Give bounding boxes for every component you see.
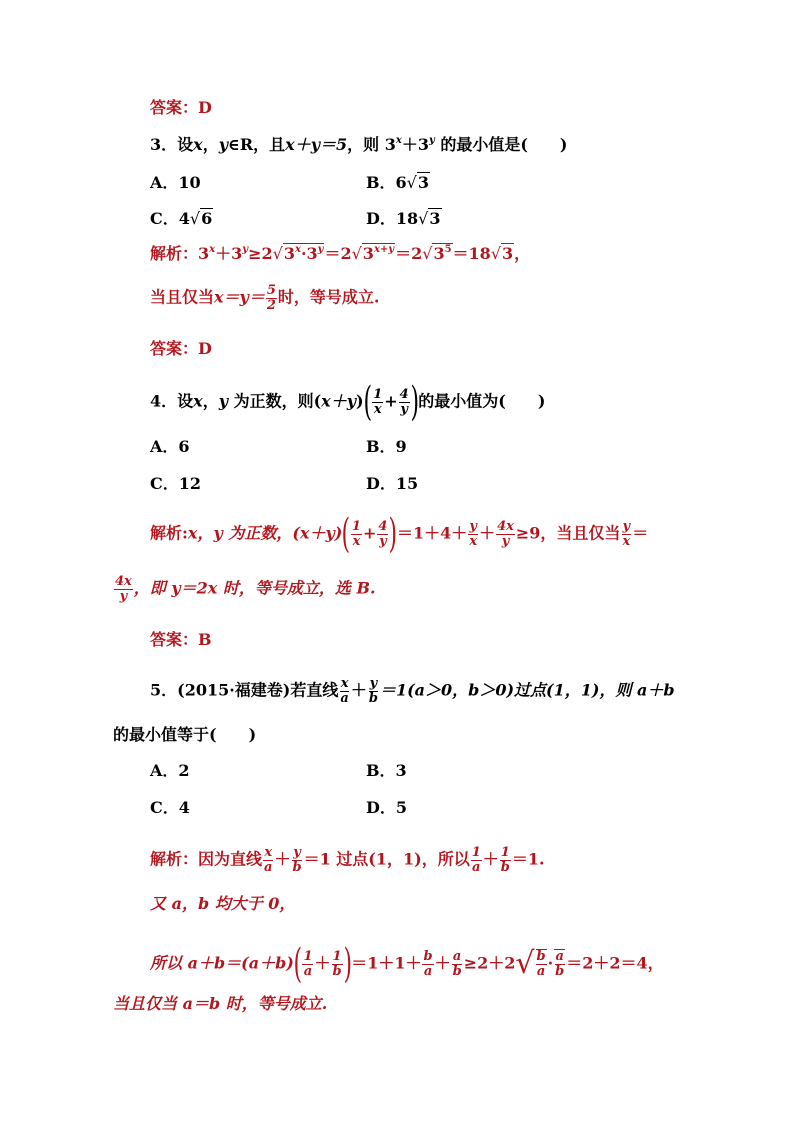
numerator: b	[423, 948, 433, 964]
denominator: y	[501, 533, 510, 549]
q4-solution: 解析:x，y 为正数，(x＋y)( $\frac{1}{x}$ + $\frac{4}{y}$ )＝1＋4＋ $\frac{y}{x}$ ＋ $\frac{4x}{y}$ ≥9，当且仅当 $\frac{y}{x}$ ＝	[150, 511, 649, 557]
q3-stem-text: 的最小值是( )	[434, 135, 568, 154]
denominator: x	[352, 533, 361, 549]
q3-stem-text: ，	[202, 135, 219, 154]
numerator: 1	[303, 948, 313, 964]
fraction	[468, 520, 478, 548]
q4-stem-text: x＋y	[321, 391, 356, 411]
fraction	[536, 949, 547, 978]
answer-label: 答案：	[150, 630, 199, 649]
q3-stem-text: ＋3	[401, 135, 429, 154]
math: ≥2	[248, 244, 273, 263]
answer-value: D	[198, 98, 212, 117]
numerator: 1	[471, 845, 481, 860]
denominator: x	[469, 533, 478, 549]
numerator: y	[622, 518, 631, 534]
numerator: b	[536, 949, 546, 965]
denominator: a	[423, 963, 433, 979]
option-text: A．10	[150, 173, 201, 192]
fraction	[554, 949, 565, 978]
sqrt: √3	[406, 173, 430, 192]
sqrt: √3	[490, 244, 514, 263]
numerator: 4	[399, 386, 409, 402]
q3-option-b	[366, 175, 430, 191]
denominator: b	[332, 963, 342, 979]
q4-stem-text: 为正数，则(	[228, 391, 322, 411]
numerator: y	[369, 676, 378, 691]
option-text: D．18	[366, 209, 419, 228]
q5-stem-text: ＋	[350, 680, 367, 700]
math: ＋	[274, 849, 291, 869]
q3-stem-text: y	[218, 135, 228, 154]
math: 当且仅当 a＝b 时，等号成立.	[113, 994, 328, 1013]
numerator: 5	[266, 283, 276, 298]
option-text: D．15	[366, 474, 419, 493]
math: ＝1＋4＋	[397, 523, 468, 543]
radicand: 5	[444, 244, 452, 255]
radicand: 3	[417, 173, 430, 192]
sqrt: √6	[189, 209, 213, 228]
answer-label: 答案：	[150, 98, 199, 117]
q5-option-c	[150, 800, 190, 816]
math: ＝2	[324, 244, 352, 263]
q3-answer	[150, 341, 212, 357]
radicand: y	[317, 244, 324, 255]
numerator: 1	[500, 845, 510, 860]
q3-stem-text: ∈R，且	[228, 135, 286, 154]
fraction	[351, 520, 362, 548]
math: ≥9，当且仅当	[515, 523, 621, 543]
numerator: 1	[351, 518, 361, 534]
radicand: 3	[429, 209, 441, 228]
fraction	[496, 520, 515, 548]
q3-solution	[150, 246, 530, 262]
math: x，y 为正数，(x＋y)	[187, 523, 343, 543]
sqrt: $√3^{x+y}$	[351, 244, 395, 263]
math: ·	[547, 953, 554, 973]
fraction	[266, 284, 277, 312]
denominator: a	[303, 963, 313, 979]
numerator: 4x	[497, 518, 514, 534]
q3-stem-text: ，则 3	[347, 135, 396, 154]
math: x	[209, 244, 216, 255]
answer-value: D	[198, 339, 212, 358]
q5-stem-text: ＝1(a＞0，b＞0)过点(1，1)，则 a＋b	[379, 680, 675, 700]
denominator: y	[119, 588, 128, 604]
radicand: ·3	[300, 244, 318, 263]
math: ＋3	[215, 244, 243, 263]
q4-stem-text: +	[384, 391, 398, 411]
fraction	[302, 950, 313, 978]
numerator: 4	[378, 518, 388, 534]
math: ≥2＋2	[463, 953, 516, 973]
condition-text: x＝y＝	[214, 287, 265, 307]
option-text: D．5	[366, 798, 408, 817]
radicand: 3	[283, 244, 295, 263]
math: ＋	[314, 953, 331, 973]
denominator: a	[536, 964, 546, 979]
radicand: 3	[502, 244, 514, 263]
numerator: a	[452, 948, 462, 964]
option-text: C．12	[150, 474, 202, 493]
fraction	[339, 677, 349, 705]
math: ＝	[632, 523, 649, 543]
q4-stem-text: x	[193, 391, 203, 411]
q3-condition	[150, 284, 379, 312]
numerator: 1	[332, 948, 342, 964]
q4-stem-text: ，	[202, 391, 219, 411]
numerator: x	[264, 845, 273, 860]
q4-stem-text: 的最小值为( )	[418, 391, 546, 411]
radicand: 3	[362, 244, 374, 263]
denominator: y	[400, 401, 408, 417]
denominator: b	[292, 859, 302, 875]
fraction	[399, 388, 410, 416]
fraction	[291, 846, 302, 874]
q4-stem-text: y	[218, 391, 228, 411]
radicand: 6	[201, 209, 213, 228]
option-text: A．6	[150, 437, 190, 456]
math: y	[242, 244, 249, 255]
fraction	[471, 846, 482, 874]
fraction	[422, 950, 433, 978]
q4-option-c	[150, 476, 201, 492]
radicand: x	[294, 244, 301, 255]
numerator: y	[293, 845, 301, 860]
fraction	[621, 520, 631, 548]
answer-value: B	[198, 630, 212, 649]
math: ＋	[479, 523, 496, 543]
q3-option-c	[150, 211, 213, 227]
q5-option-b	[366, 763, 407, 779]
q3-stem-text: 3．设	[150, 135, 194, 154]
q3-option-a	[150, 175, 201, 191]
numerator: x	[340, 676, 349, 691]
q4-stem: 4．设x，y 为正数，则(x＋y)( $\frac{1}{x}$ + $\frac{4}{y}$ )的最小值为( )	[150, 379, 546, 425]
solution-label: 解析:	[150, 523, 188, 543]
q3-stem-text: y	[428, 135, 435, 146]
denominator: 2	[266, 297, 276, 313]
solution-label: 解析：	[150, 849, 199, 869]
fraction	[114, 575, 133, 603]
math: 所以 a＋b＝(a＋b)	[150, 953, 294, 973]
numerator: a	[555, 949, 564, 965]
fraction	[372, 388, 383, 416]
fraction	[263, 846, 273, 874]
option-text: B．6	[366, 173, 407, 192]
q4-option-b	[366, 439, 407, 455]
q5-stem-text: 5．(2015·福建卷)若直线	[150, 680, 339, 700]
numerator: 1	[373, 386, 383, 402]
denominator: a	[264, 859, 273, 875]
math: ＋	[434, 953, 451, 973]
option-text: C．4	[150, 209, 190, 228]
option-text: A．2	[150, 761, 190, 780]
solution-label: 解析：	[150, 244, 199, 263]
q4-stem-text: )	[356, 391, 364, 411]
q3-stem-text: x＋y＝5	[285, 135, 348, 154]
q5-option-a	[150, 763, 190, 779]
denominator: b	[555, 964, 565, 979]
fraction	[452, 950, 463, 978]
q4-answer	[150, 632, 212, 648]
math: ＝1 过点(1，1)，所以	[303, 849, 470, 869]
condition-text: 当且仅当	[150, 287, 215, 307]
q5-solution-line4	[113, 996, 327, 1012]
math: ＝2	[395, 244, 423, 263]
radicand: 3	[433, 244, 445, 263]
math: 又 a，b 均大于 0，	[150, 894, 296, 913]
q4-option-a	[150, 439, 190, 455]
denominator: x	[373, 401, 382, 417]
fraction	[332, 950, 343, 978]
q5-solution	[150, 846, 545, 874]
denominator: x	[622, 533, 631, 549]
option-text: B．9	[366, 437, 407, 456]
option-text: C．4	[150, 798, 190, 817]
q5-solution-line3: 所以 a＋b＝(a＋b)( $\frac{1}{a}$ ＋ $\frac{1}{b}$ )＝1＋1＋ $\frac{b}{a}$ ＋ $\frac{a}{b}$ ≥2＋2√ $\frac{b}{a}$ · $\frac{a}{b}$ ＝2＋2＝4，	[150, 941, 664, 987]
denominator: b	[452, 963, 462, 979]
q2-answer	[150, 100, 212, 116]
math: ，即 y＝2x 时，等号成立，选 B.	[133, 578, 376, 598]
fraction	[500, 846, 511, 874]
math: ，	[514, 244, 531, 263]
denominator: a	[472, 859, 481, 875]
math: ＋	[482, 849, 499, 869]
denominator: a	[340, 690, 349, 706]
sqrt: √3	[418, 209, 441, 228]
fraction	[377, 520, 388, 548]
q4-option-d	[366, 476, 418, 492]
sqrt: $√3^x\cdot 3^y$	[272, 244, 324, 263]
q4-stem-text: 4．设	[150, 391, 194, 411]
math: +	[362, 523, 377, 543]
q3-stem	[150, 137, 568, 153]
q5-option-d	[366, 800, 407, 816]
q5-stem	[150, 677, 675, 705]
q3-stem-text: x	[395, 135, 402, 146]
math: 3	[198, 244, 210, 263]
radicand: x+y	[373, 244, 395, 255]
q5-solution-line2	[150, 896, 295, 912]
math: 因为直线	[198, 849, 263, 869]
answer-label: 答案：	[150, 339, 199, 358]
q5-stem-text: 的最小值等于( )	[113, 725, 257, 744]
numerator: y	[469, 518, 477, 534]
math: ＝2＋2＝4，	[566, 953, 664, 973]
math: ＝18	[452, 244, 491, 263]
q4-solution-cont	[113, 575, 376, 603]
fraction	[368, 677, 379, 705]
option-text: B．3	[366, 761, 407, 780]
q5-stem-cont	[113, 727, 256, 743]
q3-option-d	[366, 211, 442, 227]
math: ＝1.	[511, 849, 545, 869]
sqrt: $√3^5$	[422, 244, 452, 263]
denominator: b	[368, 690, 378, 706]
math: ＝1＋1＋	[351, 953, 422, 973]
condition-text: 时，等号成立.	[277, 287, 380, 307]
q3-stem-text: x	[193, 135, 203, 154]
denominator: b	[500, 859, 510, 875]
denominator: y	[379, 533, 387, 549]
numerator: 4x	[115, 574, 132, 589]
